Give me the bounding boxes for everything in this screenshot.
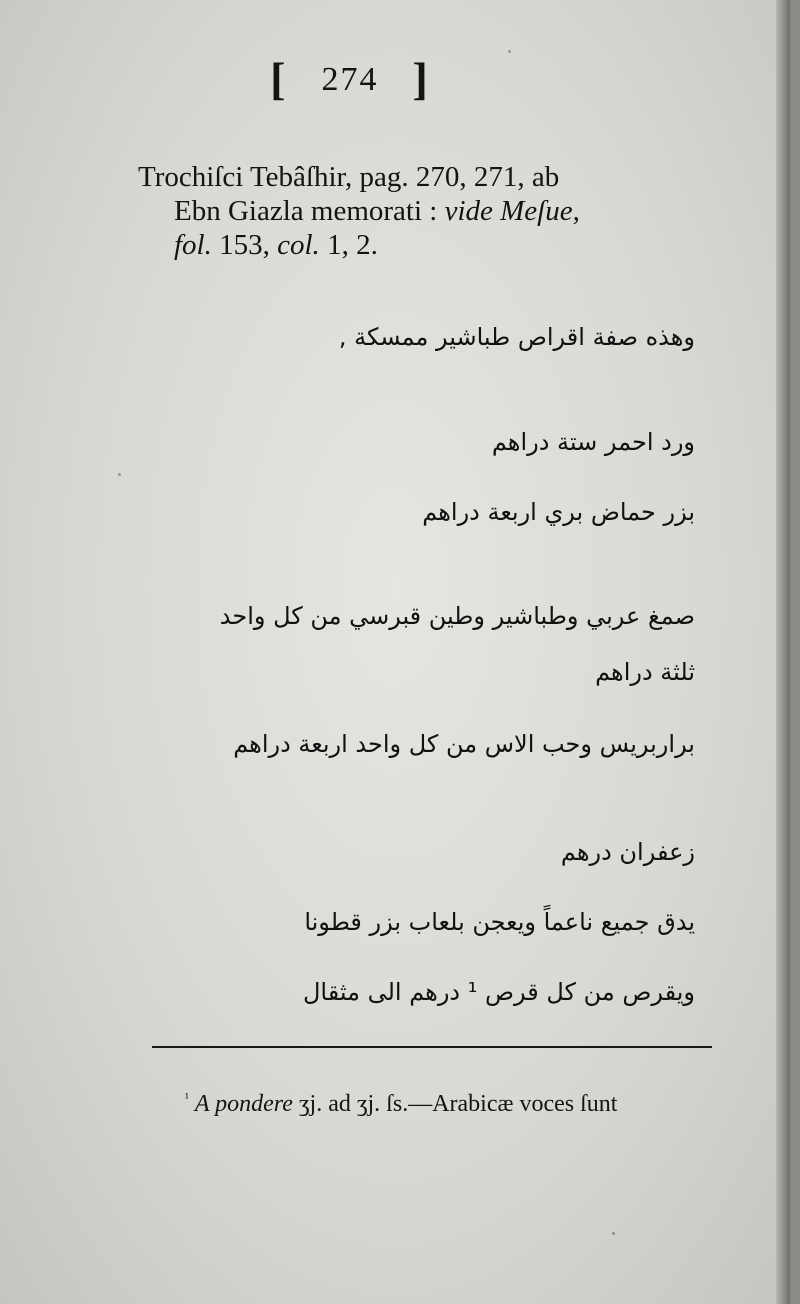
heading-col: col. xyxy=(277,229,320,261)
paper-speck xyxy=(612,1232,615,1235)
heading-line-2 xyxy=(138,194,713,228)
footnote xyxy=(185,1090,725,1118)
arabic-line: ورد احمر ستة دراهم xyxy=(491,428,695,456)
heading-fol-number: 153, xyxy=(211,229,278,261)
arabic-line: وهذه صفة اقراص طباشير ممسكة , xyxy=(338,323,695,351)
bracket-left: [ xyxy=(270,53,288,104)
arabic-line: صمغ عربي وطباشير وطين قبرسي من كل واحد xyxy=(219,602,695,630)
paper-speck xyxy=(118,473,121,476)
heading-line-2-text: Ebn Giazla memorati : xyxy=(174,195,445,227)
heading-fol: fol. xyxy=(174,229,212,261)
footnote-italic: A pondere xyxy=(194,1091,293,1117)
arabic-line: ثلثة دراهم xyxy=(595,658,695,686)
arabic-line: زعفران درهم xyxy=(560,838,695,866)
footnote-text: ʒj. ad ʒj. ſs.—Arabicæ voces ſunt xyxy=(292,1091,618,1117)
page-number-value: 274 xyxy=(321,61,379,98)
heading-col-number: 1, 2. xyxy=(319,229,378,261)
heading-line-2-italic: vide Meſue, xyxy=(444,195,580,227)
page-edge-shadow xyxy=(776,0,790,1304)
section-heading xyxy=(138,160,713,262)
heading-line-1: Trochiſci Tebâſhir, pag. 270, 271, ab xyxy=(138,161,560,193)
paper-speck xyxy=(508,50,511,53)
arabic-line: براربريس وحب الاس من كل واحد اربعة دراهم xyxy=(233,730,695,758)
footnote-marker: ¹ xyxy=(185,1090,189,1105)
arabic-line: بزر حماض بري اربعة دراهم xyxy=(422,498,695,526)
footnote-rule xyxy=(152,1046,712,1048)
page-number xyxy=(0,52,700,105)
arabic-line: ويقرص من كل قرص ¹ درهم الى مثقال xyxy=(302,978,695,1006)
heading-line-3 xyxy=(138,228,713,262)
arabic-line: يدق جميع ناعماً ويعجن بلعاب بزر قطونا xyxy=(304,908,695,936)
bracket-right: ] xyxy=(412,53,430,104)
